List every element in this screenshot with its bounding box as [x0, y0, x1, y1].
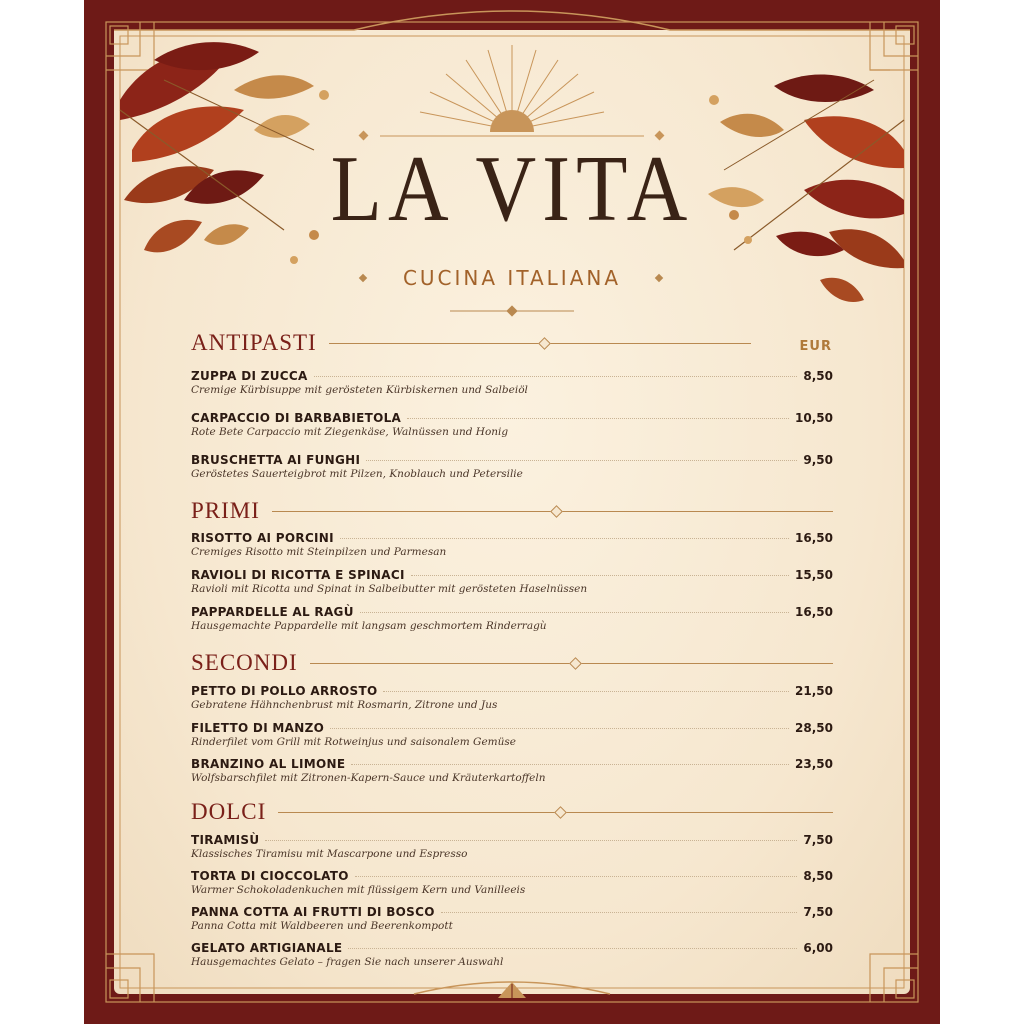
menu-item — [191, 721, 833, 748]
item-price: 21,50 — [795, 684, 833, 698]
item-price: 16,50 — [795, 605, 833, 619]
item-name: GELATO ARTIGIANALE — [191, 941, 343, 955]
item-name: BRANZINO AL LIMONE — [191, 757, 346, 771]
item-description: Hausgemachte Pappardelle mit langsam geschmortem Rinderragù — [191, 620, 547, 632]
item-name: PETTO DI POLLO ARROSTO — [191, 684, 378, 698]
menu-item — [191, 369, 833, 396]
item-price: 7,50 — [803, 905, 833, 919]
item-name: PAPPARDELLE AL RAGÙ — [191, 605, 354, 619]
section-title: ANTIPASTI — [191, 330, 317, 355]
menu-item — [191, 757, 833, 784]
section-header-primi — [191, 496, 833, 526]
item-description: Cremige Kürbisuppe mit gerösteten Kürbiskernen und Salbeiöl — [191, 384, 528, 396]
item-price: 28,50 — [795, 721, 833, 735]
item-name: FILETTO DI MANZO — [191, 721, 325, 735]
menu-content — [84, 0, 940, 1024]
item-description: Ravioli mit Ricotta und Spinat in Salbeibutter mit gerösteten Haselnüssen — [191, 583, 588, 595]
item-price: 6,00 — [803, 941, 833, 955]
item-name: BRUSCHETTA AI FUNGHI — [191, 453, 361, 467]
menu-item — [191, 869, 833, 896]
menu-item — [191, 568, 833, 595]
menu-item — [191, 411, 833, 438]
restaurant-tagline: CUCINA ITALIANA — [402, 266, 622, 290]
section-title: PRIMI — [191, 498, 260, 523]
item-description: Klassisches Tiramisu mit Mascarpone und Espresso — [191, 848, 468, 860]
item-description: Panna Cotta mit Waldbeeren und Beerenkompott — [191, 920, 453, 932]
item-price: 10,50 — [795, 411, 833, 425]
item-description: Warmer Schokoladenkuchen mit flüssigem Kern und Vanilleeis — [191, 884, 526, 896]
item-price: 8,50 — [803, 369, 833, 383]
item-price: 8,50 — [803, 869, 833, 883]
menu-item — [191, 531, 833, 558]
section-divider — [278, 812, 833, 813]
currency-label: EUR — [799, 339, 832, 354]
section-title: DOLCI — [191, 799, 267, 824]
item-description: Rote Bete Carpaccio mit Ziegenkäse, Walnüssen und Honig — [191, 426, 509, 438]
menu-item — [191, 605, 833, 632]
item-price: 7,50 — [803, 833, 833, 847]
item-description: Cremiges Risotto mit Steinpilzen und Parmesan — [191, 546, 447, 558]
menu-card — [84, 0, 940, 1024]
menu-item — [191, 684, 833, 711]
item-description: Rinderfilet vom Grill mit Rotweinjus und saisonalem Gemüse — [191, 736, 516, 748]
item-price: 23,50 — [795, 757, 833, 771]
item-description: Wolfsbarschfilet mit Zitronen-Kapern-Sauce und Kräuterkartoffeln — [191, 772, 546, 784]
section-divider — [310, 663, 833, 664]
item-price: 15,50 — [795, 568, 833, 582]
item-name: ZUPPA DI ZUCCA — [191, 369, 308, 383]
restaurant-name: LA VITA — [330, 137, 694, 242]
item-name: PANNA COTTA AI FRUTTI DI BOSCO — [191, 905, 435, 919]
section-header-antipasti — [191, 328, 751, 358]
item-name: TIRAMISÙ — [191, 833, 260, 847]
section-divider — [272, 511, 833, 512]
item-name: RISOTTO AI PORCINI — [191, 531, 334, 545]
item-description: Geröstetes Sauerteigbrot mit Pilzen, Knoblauch und Petersilie — [191, 468, 523, 480]
item-name: TORTA DI CIOCCOLATO — [191, 869, 349, 883]
item-description: Hausgemachtes Gelato – fragen Sie nach unserer Auswahl — [191, 956, 504, 968]
menu-item — [191, 833, 833, 860]
section-header-secondi — [191, 648, 833, 678]
menu-item — [191, 941, 833, 968]
menu-item — [191, 905, 833, 932]
item-price: 16,50 — [795, 531, 833, 545]
item-name: CARPACCIO DI BARBABIETOLA — [191, 411, 402, 425]
menu-item — [191, 453, 833, 480]
section-title: SECONDI — [191, 650, 298, 675]
section-divider — [329, 343, 751, 344]
section-header-dolci — [191, 797, 833, 827]
item-price: 9,50 — [803, 453, 833, 467]
item-name: RAVIOLI DI RICOTTA E SPINACI — [191, 568, 405, 582]
item-description: Gebratene Hähnchenbrust mit Rosmarin, Zitrone und Jus — [191, 699, 498, 711]
